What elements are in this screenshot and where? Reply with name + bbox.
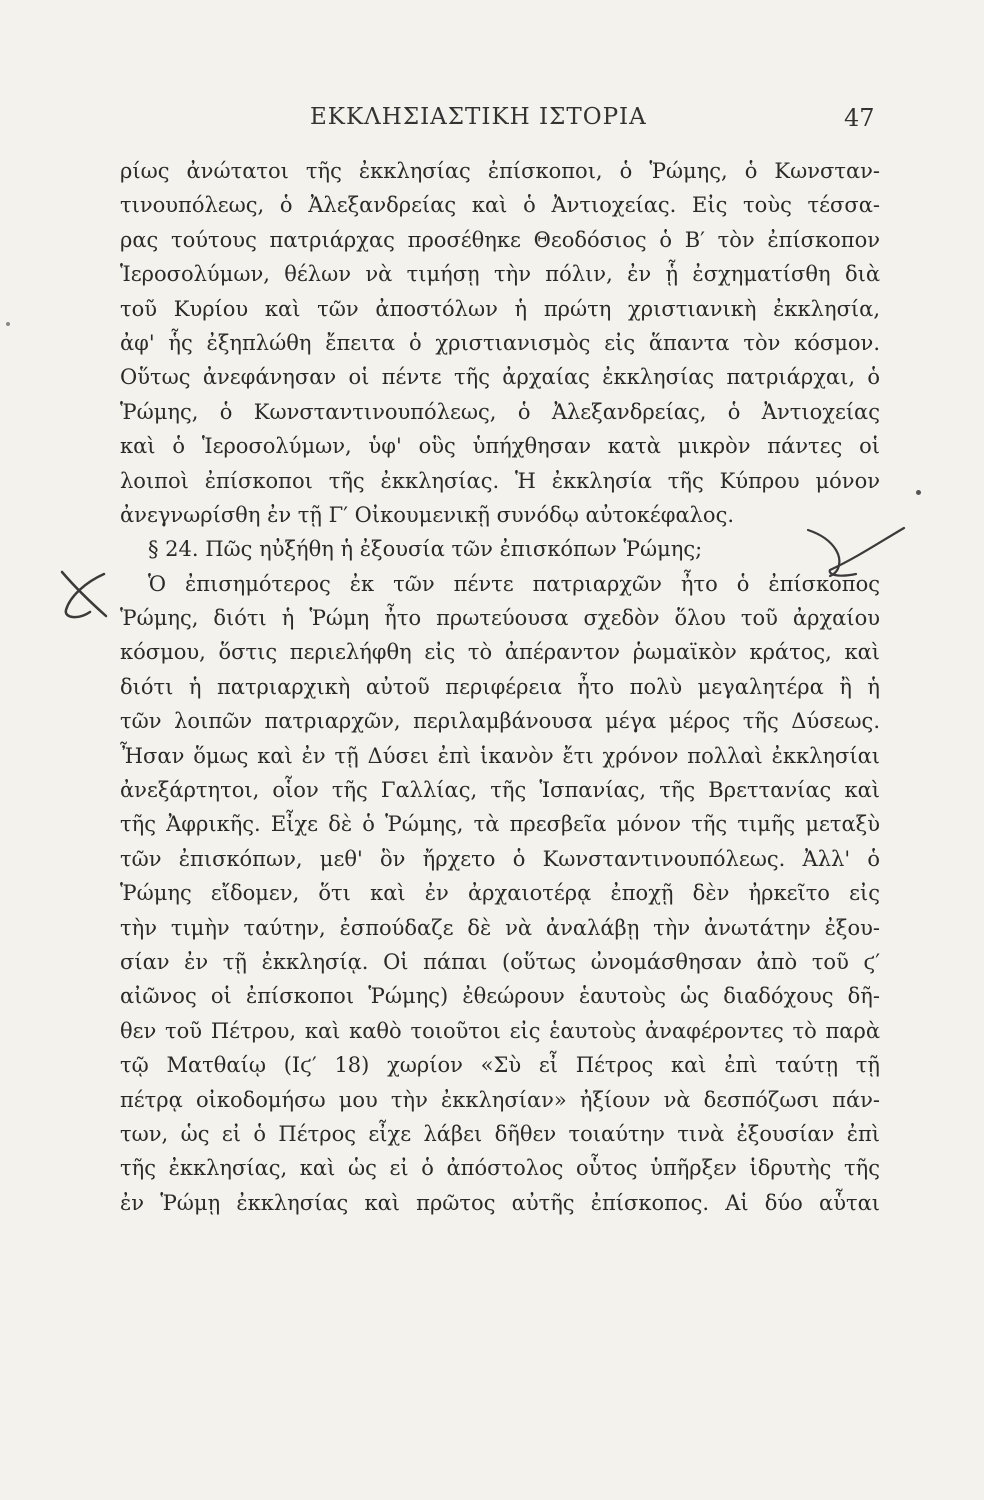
text-line: τῆς ἐκκλησίας, καὶ ὡς εἰ ὁ ἀπόστολος οὗτος ὑπῆρξεν ἱδρυτὴς τῆς (120, 1156, 880, 1181)
section-heading: § 24. Πῶς ηὐξήθη ἡ ἐξουσία τῶν ἐπισκόπων Ῥώμης; (148, 537, 703, 562)
text-line: τοῦ Κυρίου καὶ τῶν ἀποστόλων ἡ πρώτη χριστιανικὴ ἐκκλησία, (120, 296, 880, 321)
handwritten-cross-mark-left (56, 566, 112, 622)
text-line: Ῥώμης, ὁ Κωνσταντινουπόλεως, ὁ Ἀλεξανδρείας, ὁ Ἀντιοχείας (120, 399, 880, 424)
text-line: ἀνεγνωρίσθη ἐν τῇ Γ′ Οἰκουμενικῇ συνόδῳ αὐτοκέφαλος. (120, 502, 735, 527)
page-number: 47 (844, 104, 875, 132)
text-line: των, ὡς εἰ ὁ Πέτρος εἶχε λάβει δῆθεν τοιαύτην τινὰ ἐξουσίαν ἐπὶ (120, 1121, 880, 1146)
text-line: Ἦσαν ὅμως καὶ ἐν τῇ Δύσει ἐπὶ ἱκανὸν ἔτι χρόνον πολλαὶ ἐκκλησίαι (120, 743, 880, 768)
text-line: τινουπόλεως, ὁ Ἀλεξανδρείας καὶ ὁ Ἀντιοχείας. Εἰς τοὺς τέσσα- (120, 193, 880, 218)
text-line: τῶν ἐπισκόπων, μεθ' ὃν ἤρχετο ὁ Κωνσταντινουπόλεως. Ἀλλ' ὁ (120, 846, 880, 871)
text-line: αἰῶνος οἱ ἐπίσκοποι Ῥώμης) ἐθεώρουν ἑαυτοὺς ὡς διαδόχους δῆ- (120, 984, 880, 1009)
text-line: τὴν τιμὴν ταύτην, ἐσπούδαζε δὲ νὰ ἀναλάβῃ τὴν ἀνωτάτην ἐξου- (120, 915, 880, 940)
text-line: σίαν ἐν τῇ ἐκκλησίᾳ. Οἱ πάπαι (οὕτως ὠνομάσθησαν ἀπὸ τοῦ ϛ′ (120, 949, 880, 974)
text-line: ἐν Ῥώμῃ ἐκκλησίας καὶ πρῶτος αὐτῆς ἐπίσκοπος. Αἱ δύο αὗται (120, 1190, 880, 1215)
text-line: λοιποὶ ἐπίσκοποι τῆς ἐκκλησίας. Ἡ ἐκκλησία τῆς Κύπρου μόνον (120, 468, 880, 493)
handwritten-cross-mark-right (800, 520, 920, 584)
text-line: Ὁ ἐπισημότερος ἐκ τῶν πέντε πατριαρχῶν ἦτο ὁ ἐπίσκοπος (148, 571, 880, 596)
text-line: πέτρᾳ οἰκοδομήσω μου τὴν ἐκκλησίαν» ἠξίουν νὰ δεσπόζωσι πάν- (120, 1087, 880, 1112)
text-line: Ῥώμης εἴδομεν, ὅτι καὶ ἐν ἀρχαιοτέρᾳ ἐποχῇ δὲν ἠρκεῖτο εἰς (120, 881, 880, 906)
text-line: τῶν λοιπῶν πατριαρχῶν, περιλαμβάνουσα μέγα μέρος τῆς Δύσεως. (120, 709, 880, 734)
text-line: ρας τούτους πατριάρχας προσέθηκε Θεοδόσιος ὁ Β′ τὸν ἐπίσκοπον (120, 227, 880, 252)
text-line: ρίως ἀνώτατοι τῆς ἐκκλησίας ἐπίσκοποι, ὁ Ῥώμης, ὁ Κωνσταν- (120, 159, 880, 183)
text-line: ἀφ' ἧς ἐξηπλώθη ἔπειτα ὁ χριστιανισμὸς εἰς ἅπαντα τὸν κόσμον. (120, 330, 880, 355)
text-line: καὶ ὁ Ἱεροσολύμων, ὑφ' οὓς ὑπήχθησαν κατὰ μικρὸν πάντες οἱ (120, 434, 880, 459)
text-line: θεν τοῦ Πέτρου, καὶ καθὸ τοιοῦτοι εἰς ἑαυτοὺς ἀναφέροντες τὸ παρὰ (120, 1018, 880, 1043)
text-line: κόσμου, ὅστις περιελήφθη εἰς τὸ ἀπέραντον ῥωμαϊκὸν κράτος, καὶ (120, 640, 880, 665)
text-line: τῷ Ματθαίῳ (Ιϛ′ 18) χωρίον «Σὺ εἶ Πέτρος καὶ ἐπὶ ταύτῃ τῇ (120, 1053, 880, 1078)
text-line: ἀνεξάρτητοι, οἷον τῆς Γαλλίας, τῆς Ἱσπανίας, τῆς Βρεττανίας καὶ (120, 778, 880, 803)
text-line: Ῥώμης, διότι ἡ Ῥώμη ἦτο πρωτεύουσα σχεδὸν ὅλου τοῦ ἀρχαίου (120, 606, 880, 631)
margin-dot (6, 322, 10, 326)
text-line: διότι ἡ πατριαρχικὴ αὐτοῦ περιφέρεια ἦτο πολὺ μεγαλητέρα ἢ ἡ (120, 674, 880, 699)
text-line: τῆς Ἀφρικῆς. Εἶχε δὲ ὁ Ῥώμης, τὰ πρεσβεῖα μόνον τῆς τιμῆς μεταξὺ (120, 812, 880, 837)
text-line: Ἱεροσολύμων, θέλων νὰ τιμήσῃ τὴν πόλιν, ἐν ᾗ ἐσχηματίσθη διὰ (120, 262, 880, 287)
text-line: Οὕτως ἀνεφάνησαν οἱ πέντε τῆς ἀρχαίας ἐκκλησίας πατριάρχαι, ὁ (120, 365, 880, 390)
running-title: ΕΚΚΛΗΣΙΑΣΤΙΚΗ ΙΣΤΟΡΙΑ (310, 104, 647, 130)
body-text (120, 154, 880, 1220)
margin-dot (916, 490, 921, 495)
